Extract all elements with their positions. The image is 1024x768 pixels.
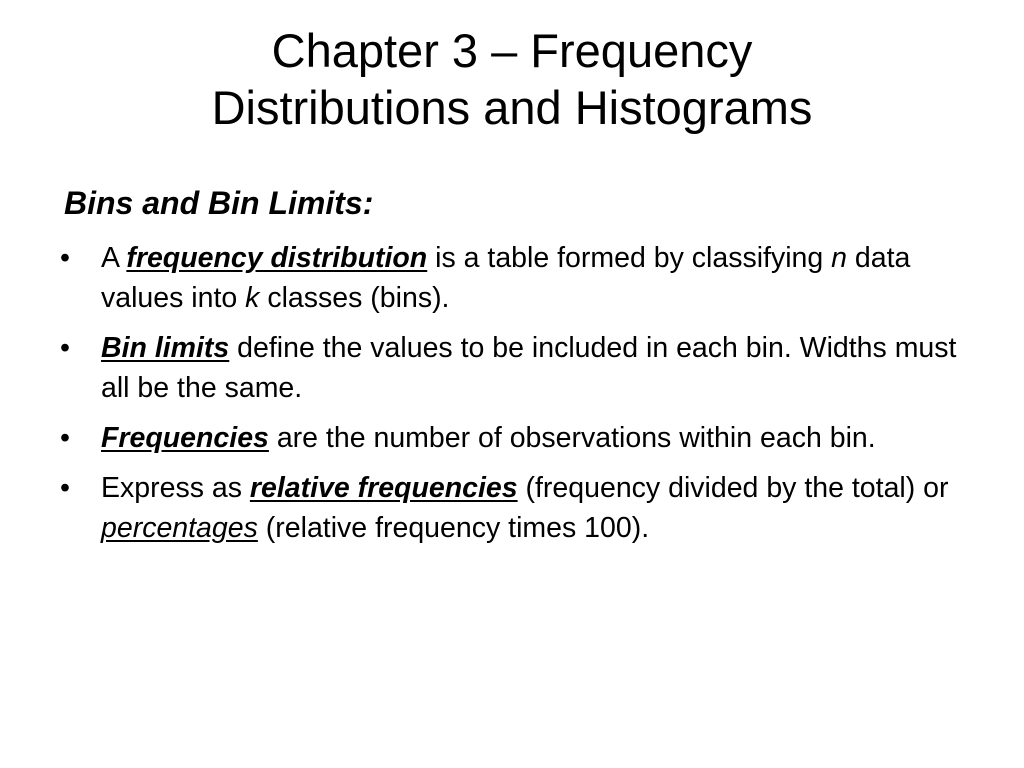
section-heading: Bins and Bin Limits: — [64, 185, 374, 221]
bullet-dot: • — [60, 332, 70, 364]
bullet-list — [60, 238, 970, 558]
bullet-item — [60, 418, 970, 458]
title-line-2: Distributions and Histograms — [211, 81, 813, 134]
bullet-text-segment: data values into — [101, 242, 911, 314]
key-term: Frequencies — [101, 422, 269, 454]
bullet-text-segment: (frequency divided by the total) or — [517, 472, 949, 504]
bullet-item — [60, 238, 970, 318]
bullet-text-segment: A — [101, 242, 127, 274]
bullet-dot: • — [60, 472, 70, 504]
bullet-text-segment: define the values to be included in each bin. Widths must all be the same. — [101, 332, 957, 404]
key-term: frequency distribution — [126, 242, 428, 274]
bullet-text-segment: Express as — [101, 472, 250, 504]
bullet-text-segment: is a table formed by classifying — [427, 242, 832, 274]
bullet-text-segment: are the number of observations within each bin. — [268, 422, 876, 454]
title-line-1: Chapter 3 – Frequency — [271, 24, 753, 77]
key-term-italic: percentages — [101, 512, 258, 544]
key-term: relative frequencies — [249, 472, 518, 504]
bullet-dot: • — [60, 422, 70, 454]
bullet-text-segment: (relative frequency times 100). — [257, 512, 650, 544]
variable-n: n — [831, 242, 848, 274]
bullet-dot: • — [60, 242, 70, 274]
bullet-item — [60, 328, 970, 408]
bullet-text-segment: classes (bins). — [259, 282, 450, 314]
key-term: Bin limits — [101, 332, 230, 364]
variable-k: k — [245, 282, 260, 314]
slide-title — [0, 22, 1024, 136]
bullet-item — [60, 468, 970, 548]
